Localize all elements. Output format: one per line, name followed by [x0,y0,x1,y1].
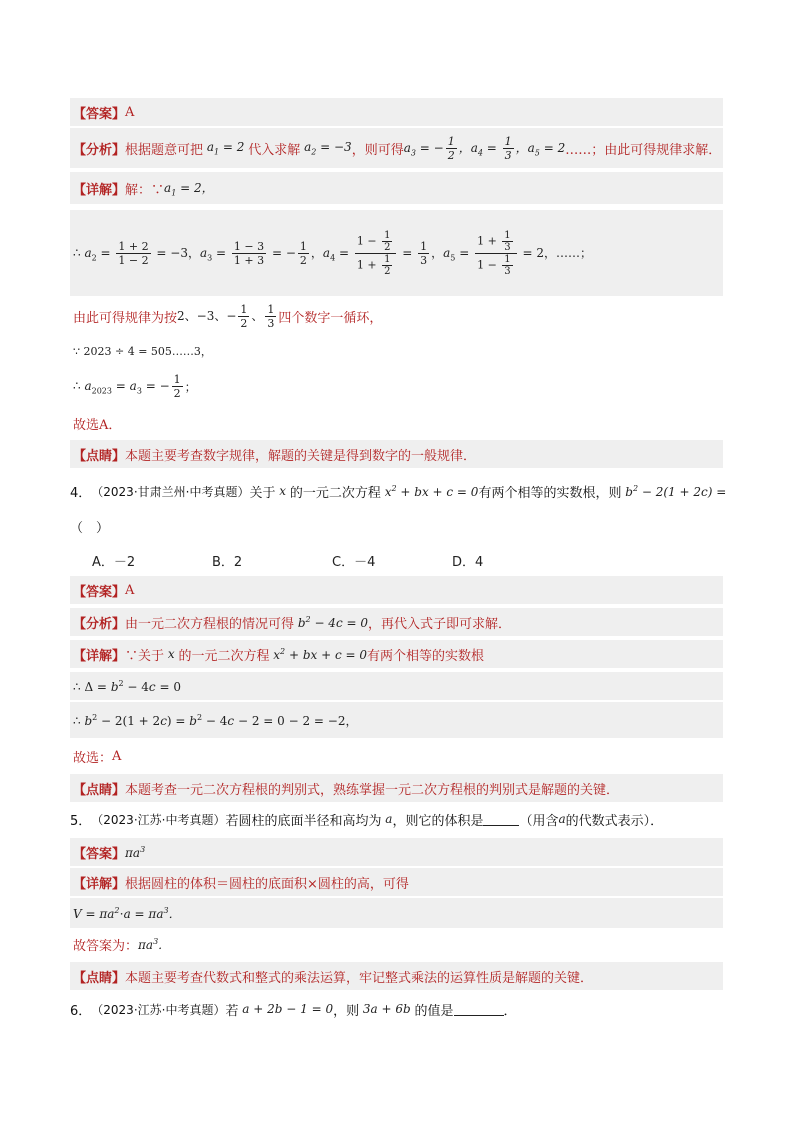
option-d[interactable]: D．4 [452,555,484,570]
question-number: 6． [70,1003,92,1019]
stem-text-c: 的值是 [414,1003,454,1019]
q6-stem [70,998,730,1020]
analysis-text-b: ，再代入式子即可求解． [367,616,511,632]
detail-text-b: 的一元二次方程 [178,648,270,664]
choose-answer: A [112,748,122,764]
q4-comment-row [70,774,723,802]
comment-text: 本题考查一元二次方程根的判别式，熟练掌握一元二次方程根的判别式是解题的关键． [125,782,620,798]
q3-division-row [70,338,723,364]
option-a[interactable]: A．－2 [92,555,136,570]
q3-result-row [70,366,723,406]
q4-choose-row [70,742,723,770]
formula: $x^2$ + bx + c = 0 [380,483,479,499]
option-b[interactable]: B．2 [212,555,243,570]
formula: $V = \pi a^2\cdot a = \pi a^3$． [73,905,181,921]
formula: $b^2 - 2(1 + 2c)$ = [621,483,727,499]
formula: $x^2$ + bx + c = 0 [269,646,367,662]
choose-text: 故选A． [73,417,122,433]
answer-tag: 【答案】 [73,106,126,122]
analysis-text-a: 由一元二次方程根的情况可得 [125,616,295,632]
formula: $\pi a^3$ [125,844,146,860]
formula: ∴ $a_2$ = $\frac{1 + 2}{1 - 2}$ = −3，$a_3$ = $\frac{1 - 3}{1 + 3}$ = − $\frac{1}{2}$ ，$a_4$ = 1 − $\frac{1}{2}$ 1 + $\frac{1}{2}$ = $\frac{1}{3}$ ，$a_5$ = 1 + $\frac{1}{3}$ 1 − $\frac{1}{3}$ = 2，……； [73,229,592,277]
question-source: （2023·甘肃兰州·中考真题） [91,484,250,499]
division-text: ∵ 2023 ÷ 4 = 505……3， [73,345,212,358]
formula: $a_2 = -3$ [300,139,352,157]
stem-text-d: 的代数式表示）． [565,813,664,829]
q4-options [92,551,572,570]
result-tail: ； [184,379,197,394]
formula: $a_1 = 2$ [203,139,249,157]
answer-tag: 【答案】 [73,584,126,600]
detail-intro: 解：∵ [125,182,165,198]
formula: $a_1 = 2$， [164,180,214,198]
q5-answer-row [70,838,723,866]
q4-delta-row [70,672,723,700]
question-source: （2023·江苏·中考真题） [91,1002,226,1017]
q4-answer-row [70,576,723,604]
analysis-text-b: 代入求解 [248,142,301,158]
answer-tag: 【答案】 [73,846,126,862]
formula: x [164,647,179,661]
stem-text-a: 若 [225,1003,239,1019]
detail-text: 根据圆柱的体积＝圆柱的底面积×圆柱的高，可得 [125,876,409,892]
q3-comment-row [70,440,723,468]
q5-detail-row [70,868,723,896]
q3-cycle-row [70,298,723,334]
analysis-text-d: ……；由此可得规律求解． [565,142,722,158]
formula: ∴ $b^2 - 2(1 + 2c) = b^2 - 4c - 2 = 0 - 2 = -2$， [73,712,358,728]
detail-tag: 【详解】 [73,182,126,198]
formula: ∴ $a_{2023} = a_3$ = − $\frac{1}{2}$ [73,372,181,400]
analysis-text-c: ，则可得 [351,142,404,158]
answer-blank[interactable] [454,1003,504,1016]
stem-text-d: （ ） [70,521,110,536]
q3-answer-row [70,98,723,126]
comment-tag: 【点睛】 [73,782,126,798]
formula: a [381,812,393,826]
final-text: 故答案为： [73,938,139,954]
formula: $b^2 - 4c = 0$ [294,614,368,630]
detail-tag: 【详解】 [73,648,126,664]
formula: a + 2b − 1 = 0 [238,1002,334,1016]
analysis-tag: 【分析】 [73,616,126,632]
answer-value: A [125,582,135,598]
formula: 2、−3、− $\frac{1}{2}$ 、 $\frac{1}{3}$ [177,302,275,330]
q5-final-row [70,930,723,958]
stem-text-b: ，则 [333,1003,360,1019]
answer-blank[interactable] [483,813,519,826]
stem-text-a: 若圆柱的底面半径和高均为 [225,813,382,829]
detail-text-c: 有两个相等的实数根 [367,648,485,664]
option-c[interactable]: C．－4 [332,555,376,570]
formula: a [558,812,566,826]
analysis-text-a: 根据题意可把 [125,142,204,158]
answer-value: A [125,104,135,120]
q4-analysis-row [70,608,723,636]
comment-text: 本题主要考查数字规律，解题的关键是得到数字的一般规律． [125,448,477,464]
formula: 3a + 6b [359,1002,415,1016]
question-source: （2023·江苏·中考真题） [91,812,226,827]
formula: ∴ $\Delta = b^2 - 4c = 0$ [73,678,181,694]
comment-tag: 【点睛】 [73,448,126,464]
analysis-tag: 【分析】 [73,142,126,158]
stem-text-c: （用含 [519,813,559,829]
detail-text-a: ∵关于 [125,648,165,664]
choose-text: 故选： [73,750,113,766]
q3-derivation-row [70,210,723,296]
q3-analysis-row [70,128,723,168]
q5-volume-row [70,898,723,928]
q5-stem [70,808,730,830]
stem-text-b: 的一元二次方程 [289,485,381,501]
q4-calc-row [70,702,723,738]
q4-paren [70,517,730,539]
question-number: 4． [70,485,92,501]
comment-tag: 【点睛】 [73,970,126,986]
stem-text-c: 有两个相等的实数根，则 [478,485,622,501]
comment-text: 本题主要考查代数式和整式的乘法运算，牢记整式乘法的运算性质是解题的关键． [125,970,594,986]
q5-comment-row [70,962,723,990]
cycle-text-b: 四个数字一循环， [278,310,383,326]
formula: x [275,484,290,498]
detail-tag: 【详解】 [73,876,126,892]
stem-text-b: ，则它的体积是 [392,813,484,829]
q4-stem [70,480,730,502]
stem-text-d: ． [503,1003,517,1019]
formula: $a_3$ = − $\frac{1}{2}$ ，$a_4$ = $\frac{1}{3}$ ，$a_5 = 2$ [403,134,566,162]
q4-detail-row [70,640,723,668]
formula: $\pi a^3$． [138,936,171,952]
cycle-text-a: 由此可得规律为按 [73,310,178,326]
stem-text-a: 关于 [249,485,276,501]
question-number: 5． [70,813,92,829]
q3-choose-row [70,410,723,436]
q3-detail-row [70,172,723,204]
